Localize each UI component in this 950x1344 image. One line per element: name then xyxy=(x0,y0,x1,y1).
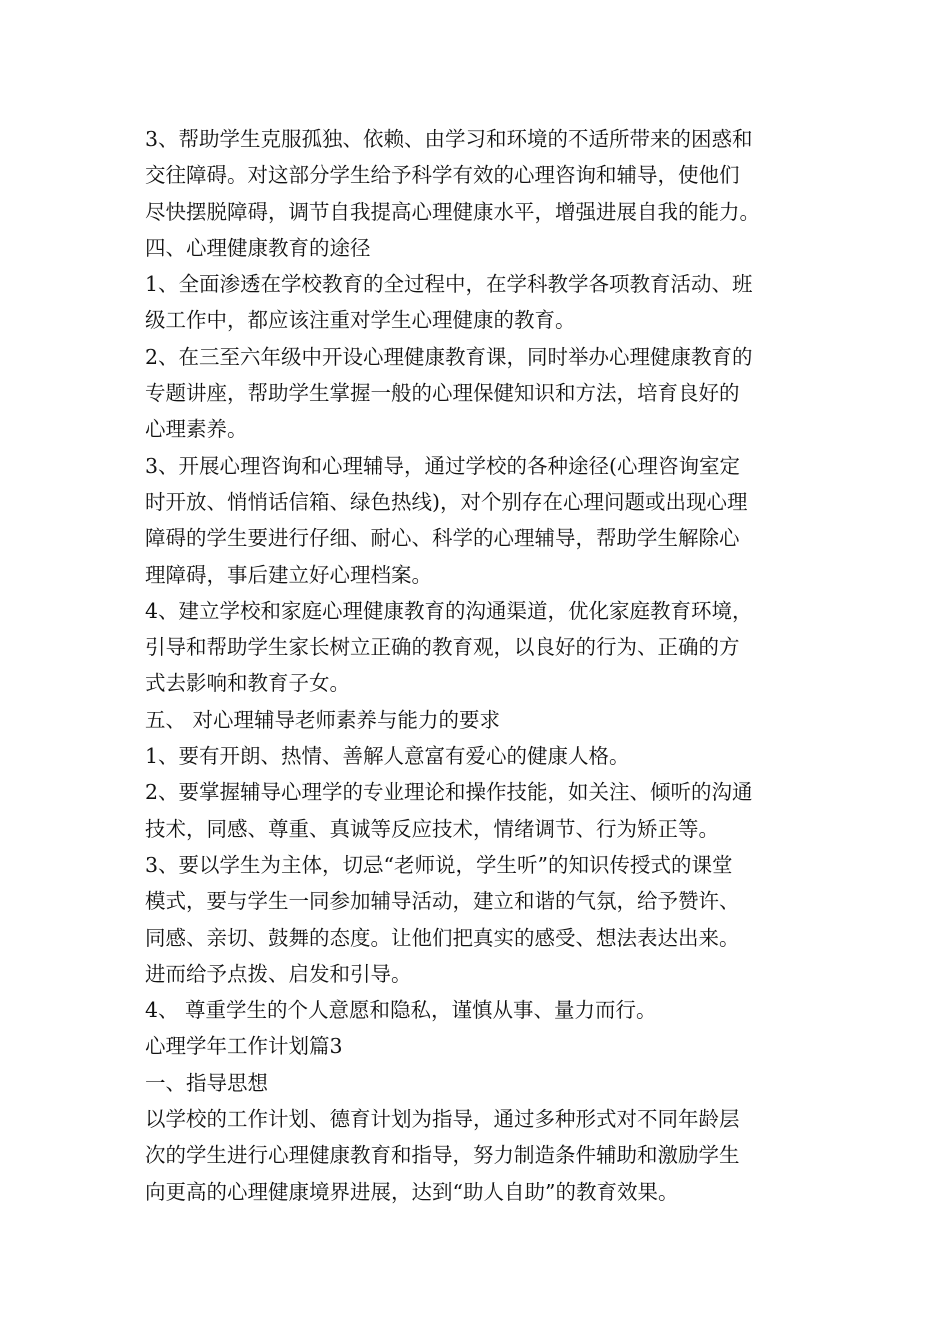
text-line: 3、帮助学生克服孤独、依赖、由学习和环境的不适所带来的困惑和 xyxy=(145,127,753,151)
text-line: 1、要有开朗、热情、善解人意富有爱心的健康人格。 xyxy=(145,744,630,769)
text-line: 3、要以学生为主体，切忌“老师说，学生听”的知识传授式的课堂 xyxy=(145,852,733,877)
text-line: 模式，要与学生一同参加辅导活动，建立和谐的气氛，给予赞许、 xyxy=(145,889,740,914)
text-line: 1、全面渗透在学校教育的全过程中，在学科教学各项教育活动、班 xyxy=(145,272,753,297)
text-line: 3、开展心理咨询和心理辅导，通过学校的各种途径(心理咨询室定 xyxy=(145,453,741,478)
text-line: 以学校的工作计划、德育计划为指导，通过多种形式对不同年龄层 xyxy=(145,1107,740,1132)
section-heading: 五、 对心理辅导老师素养与能力的要求 xyxy=(145,707,501,732)
text-line: 式去影响和教育子女。 xyxy=(145,671,350,696)
text-line: 心理素养。 xyxy=(145,417,248,442)
text-line: 4、建立学校和家庭心理健康教育的沟通渠道，优化家庭教育环境， xyxy=(145,598,753,623)
text-line: 尽快摆脱障碍，调节自我提高心理健康水平，增强进展自我的能力。 xyxy=(145,199,760,224)
text-line: 理障碍，事后建立好心理档案。 xyxy=(145,562,432,587)
document-body xyxy=(145,121,815,1210)
text-line: 2、要掌握辅导心理学的专业理论和操作技能，如关注、倾听的沟通 xyxy=(145,780,753,805)
text-line: 同感、亲切、鼓舞的态度。让他们把真实的感受、想法表达出来。 xyxy=(145,925,740,950)
section-heading: 四、心理健康教育的途径 xyxy=(145,235,371,260)
text-line: 次的学生进行心理健康教育和指导，努力制造条件辅助和激励学生 xyxy=(145,1143,740,1168)
text-line: 技术，同感、尊重、真诚等反应技术，情绪调节、行为矫正等。 xyxy=(145,816,719,841)
text-line: 级工作中，都应该注重对学生心理健康的教育。 xyxy=(145,308,576,333)
text-line: 障碍的学生要进行仔细、耐心、科学的心理辅导，帮助学生解除心 xyxy=(145,526,740,551)
text-line: 专题讲座，帮助学生掌握一般的心理保健知识和方法，培育良好的 xyxy=(145,381,740,406)
text-line: 交往障碍。对这部分学生给予科学有效的心理咨询和辅导，使他们 xyxy=(145,163,740,188)
text-line: 2、在三至六年级中开设心理健康教育课，同时举办心理健康教育的 xyxy=(145,344,753,369)
section-heading: 一、指导思想 xyxy=(145,1070,268,1095)
article-title: 心理学年工作计划篇3 xyxy=(145,1034,343,1059)
text-line: 向更高的心理健康境界进展，达到“助人自助”的教育效果。 xyxy=(145,1179,679,1204)
text-line: 进而给予点拨、启发和引导。 xyxy=(145,961,412,986)
text-line: 4、 尊重学生的个人意愿和隐私，谨慎从事、量力而行。 xyxy=(145,998,657,1023)
text-line: 时开放、悄悄话信箱、绿色热线)，对个别存在心理问题或出现心理 xyxy=(145,489,748,514)
text-line: 引导和帮助学生家长树立正确的教育观，以良好的行为、正确的方 xyxy=(145,635,740,660)
